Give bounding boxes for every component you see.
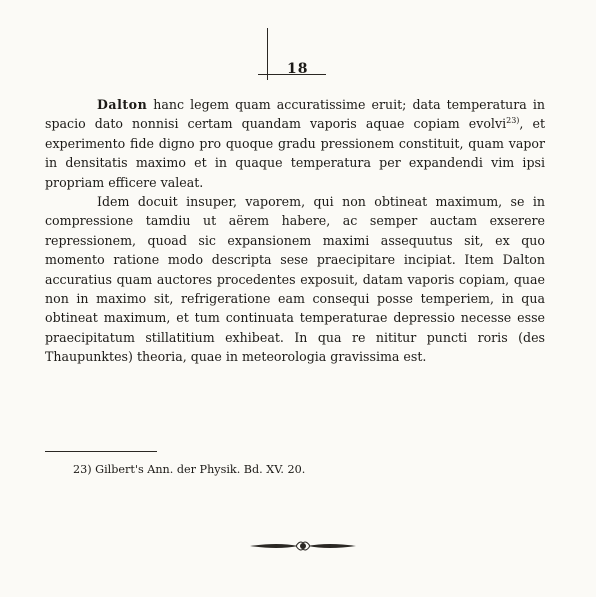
tailpiece-ornament-icon <box>248 538 358 554</box>
paragraph-1-tail: , et experimento fide digno pro quoque gradu pressionem constituit, quam vapor in densitatis maximo et in quaque temperatura per expandendi vim ipsi propriam efficere valeat. <box>45 116 546 190</box>
footnote-rule <box>45 451 157 452</box>
paragraph-2: Idem docuit insuper, vaporem, qui non obtineat maximum, se in compressione tamdiu ut aërem habere, ac semper auctam exserere repressionem, quoad sic expansionem maximi assequutus sit, ex quo momento ratione modo descripta sese praecipitare incipiat. Item Dalton accuratius quam auctores procedentes exposuit, datam vaporis copiam, quae non in maximo sit, refrigeratione eam consequi posse temperiem, in qua obtineat maximum, et tum continuata temperaturae depressio necesse esse praecipitatum stillatitium exhibeat. In qua re nititur puncti roris (des Thaupunktes) theoria, quae in meteorologia gravissima est. <box>45 194 545 365</box>
header-margin-mark <box>267 28 268 80</box>
header-rule <box>258 74 326 75</box>
footnote: 23) Gilbert's Ann. der Physik. Bd. XV. 20. <box>73 463 306 476</box>
paragraph-1-lead: Dalton <box>97 97 148 112</box>
body-text <box>45 95 545 367</box>
page-number: 18 <box>287 61 309 77</box>
footnote-reference: 23) <box>506 116 520 126</box>
paragraph-1 <box>45 95 545 192</box>
paragraph-1-text: hanc legem quam accuratissime eruit; data temperatura in spacio dato nonnisi certam quandam vaporis aquae copiam evolvi <box>45 97 545 132</box>
